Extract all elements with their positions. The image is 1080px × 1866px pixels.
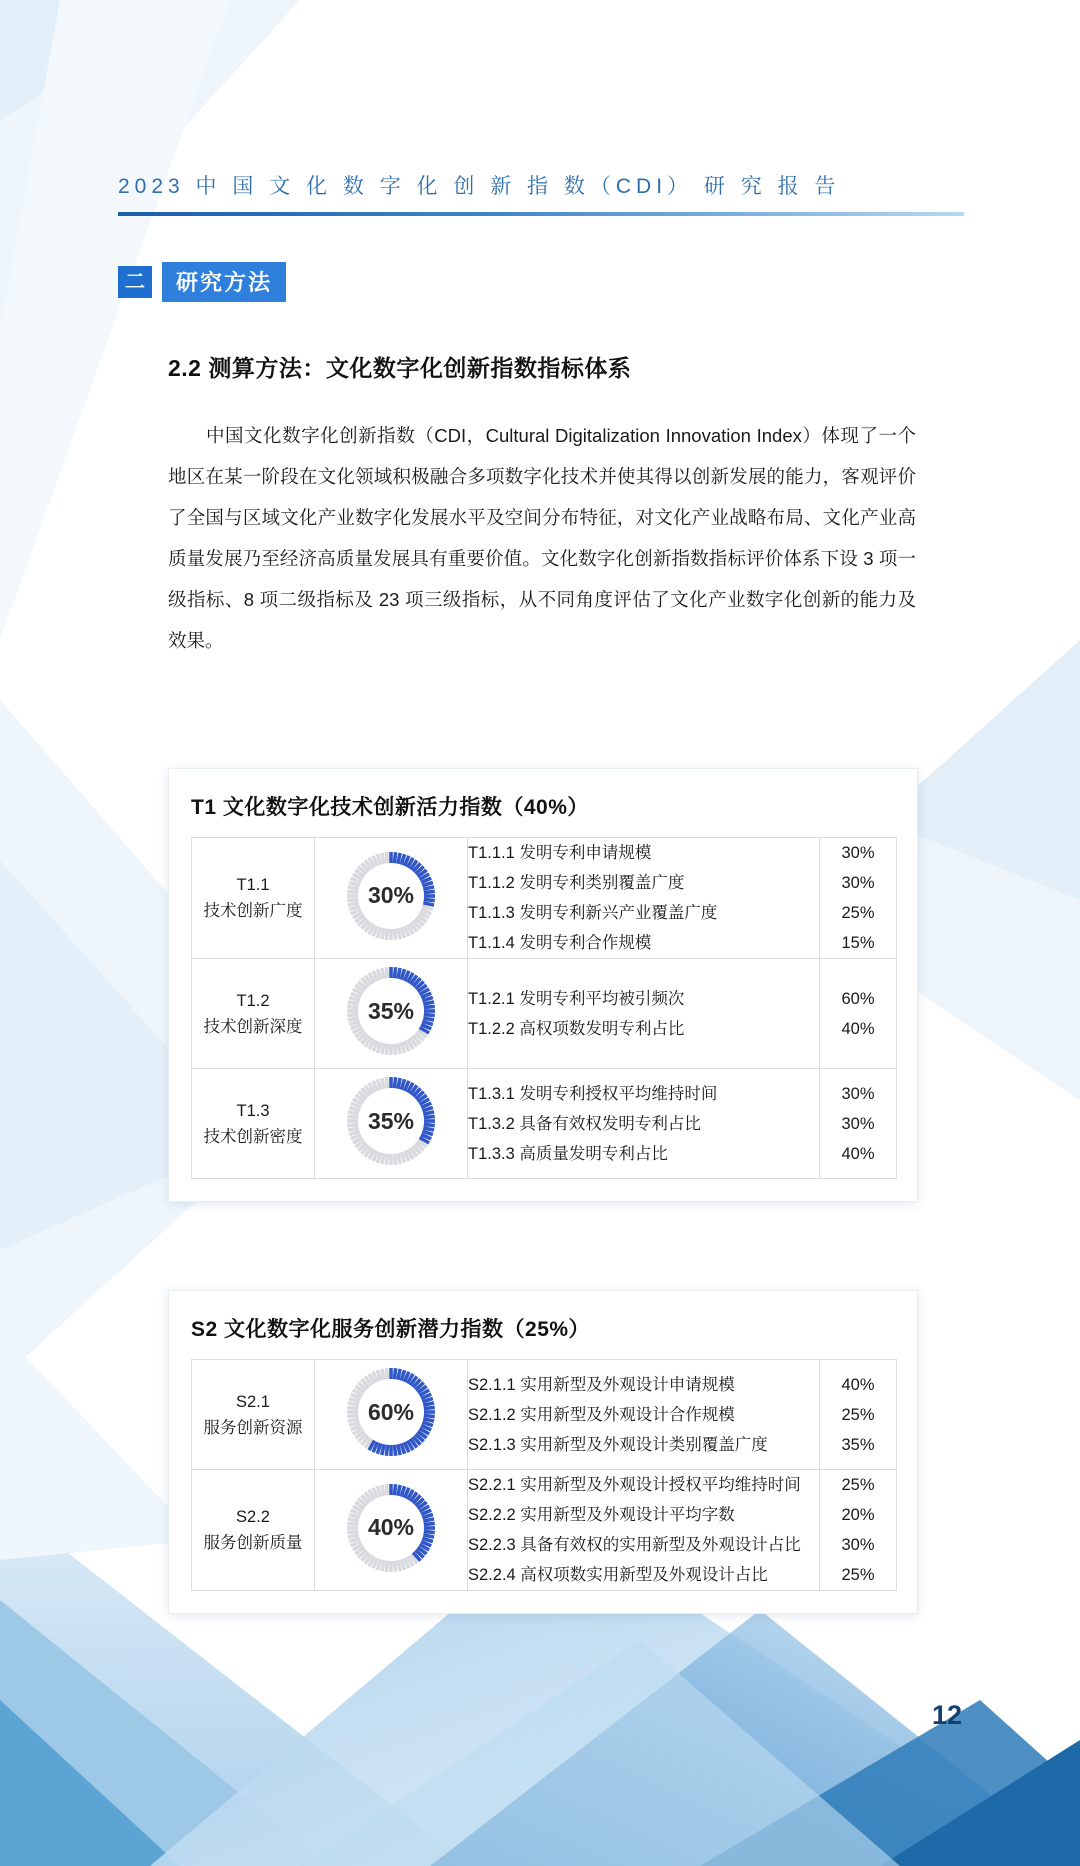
- chapter-number: 二: [118, 266, 152, 298]
- weight-donut-cell: [315, 1069, 468, 1179]
- sub-indicator-weights: [820, 1470, 897, 1591]
- weight-value: 30%: [841, 1084, 875, 1103]
- sub-indicator-weights: [820, 838, 897, 959]
- table-row: [192, 1069, 897, 1179]
- chapter-title: 研究方法: [162, 262, 286, 302]
- table-row: [192, 838, 897, 959]
- section-subheading: 2.2 测算方法：文化数字化创新指数指标体系: [168, 355, 632, 381]
- sub-indicator-weights: [820, 1360, 897, 1470]
- indicator-code: T1.2: [236, 991, 270, 1010]
- donut-chart: [339, 1360, 443, 1464]
- index-card: [168, 1290, 918, 1614]
- sub-indicator-list: [468, 1360, 820, 1470]
- indicator-name-cell: [192, 1069, 315, 1179]
- weight-donut-cell: [315, 959, 468, 1069]
- sub-indicator-item: T1.3.3 高质量发明专利占比: [468, 1144, 668, 1163]
- donut-value-label: 40%: [367, 1514, 415, 1540]
- index-table: [191, 837, 897, 1179]
- donut-chart: [339, 844, 443, 948]
- index-card-title: S2 文化数字化服务创新潜力指数（25%）: [191, 1318, 591, 1341]
- weight-value: 60%: [841, 989, 875, 1008]
- weight-value: 35%: [841, 1435, 875, 1454]
- indicator-name-cell: [192, 959, 315, 1069]
- sub-indicator-item: S2.2.3 具备有效权的实用新型及外观设计占比: [468, 1536, 801, 1554]
- indicator-label: 服务创新资源: [203, 1418, 303, 1437]
- weight-value: 25%: [841, 904, 875, 922]
- table-row: [192, 959, 897, 1069]
- chapter-heading: [118, 262, 286, 302]
- sub-indicator-item: T1.1.1 发明专利申请规模: [468, 844, 652, 862]
- sub-indicator-weights: [820, 959, 897, 1069]
- weight-value: 30%: [841, 874, 875, 892]
- index-table: [191, 1359, 897, 1591]
- indicator-name-cell: [192, 838, 315, 959]
- sub-indicator-item: T1.2.2 高权项数发明专利占比: [468, 1019, 685, 1038]
- sub-indicator-list: [468, 1069, 820, 1179]
- sub-indicator-item: S2.1.1 实用新型及外观设计申请规模: [468, 1375, 735, 1394]
- weight-value: 25%: [841, 1566, 875, 1584]
- indicator-label: 服务创新质量: [203, 1534, 303, 1552]
- indicator-label: 技术创新密度: [203, 1127, 303, 1146]
- header-divider: [118, 212, 964, 216]
- sub-indicator-list: [468, 959, 820, 1069]
- weight-value: 40%: [841, 1144, 875, 1163]
- weight-donut-cell: [315, 1470, 468, 1591]
- sub-indicator-list: [468, 838, 820, 959]
- weight-value: 40%: [841, 1375, 875, 1394]
- sub-indicator-item: S2.2.4 高权项数实用新型及外观设计占比: [468, 1566, 768, 1584]
- weight-value: 30%: [841, 844, 875, 862]
- donut-chart: [339, 959, 443, 1063]
- indicator-code: T1.1: [236, 876, 270, 894]
- header-title: 2023 中 国 文 化 数 字 化 创 新 指 数（CDI） 研 究 报 告: [118, 175, 841, 198]
- sub-indicator-item: S2.1.2 实用新型及外观设计合作规模: [468, 1405, 735, 1424]
- sub-indicator-list: [468, 1470, 820, 1591]
- sub-indicator-item: T1.1.2 发明专利类别覆盖广度: [468, 874, 685, 892]
- sub-indicator-item: T1.1.3 发明专利新兴产业覆盖广度: [468, 904, 718, 922]
- weight-value: 25%: [841, 1405, 875, 1424]
- indicator-code: S2.1: [236, 1392, 270, 1411]
- sub-indicator-weights: [820, 1069, 897, 1179]
- page-number: 12: [931, 1700, 962, 1730]
- sub-indicator-item: S2.2.2 实用新型及外观设计平均字数: [468, 1506, 735, 1524]
- sub-indicator-item: T1.3.2 具备有效权发明专利占比: [468, 1114, 701, 1133]
- indicator-name-cell: [192, 1470, 315, 1591]
- table-row: [192, 1360, 897, 1470]
- donut-value-label: 60%: [367, 1398, 415, 1425]
- weight-value: 25%: [841, 1476, 875, 1494]
- donut-value-label: 35%: [367, 1107, 415, 1134]
- indicator-name-cell: [192, 1360, 315, 1470]
- weight-donut-cell: [315, 1360, 468, 1470]
- donut-chart: [339, 1069, 443, 1173]
- sub-indicator-item: T1.1.4 发明专利合作规模: [468, 934, 652, 952]
- table-row: [192, 1470, 897, 1591]
- weight-value: 20%: [841, 1506, 875, 1524]
- weight-value: 15%: [841, 934, 875, 952]
- indicator-code: T1.3: [236, 1101, 270, 1120]
- index-card: [168, 768, 918, 1202]
- donut-chart: [339, 1476, 443, 1580]
- body-paragraph: 中国文化数字化创新指数（CDI，Cultural Digitalization Innovation Index）体现了一个地区在某一阶段在文化领域积极融合多项数字化技术并使其得以创新发展的能力，客观评价了全国与区域文化产业数字化发展水平及空间分布特征，对文化产业战略布局、文化产业高质量发展乃至经济高质量发展具有重要价值。文化数字化创新指数指标评价体系下设 3 项一级指标、8 项二级指标及 23 项三级指标，从不同角度评估了文化产业数字化创新的能力及效果。: [168, 425, 916, 651]
- weight-donut-cell: [315, 838, 468, 959]
- weight-value: 30%: [841, 1536, 875, 1554]
- sub-indicator-item: S2.1.3 实用新型及外观设计类别覆盖广度: [468, 1435, 768, 1454]
- index-card-title: T1 文化数字化技术创新活力指数（40%）: [191, 796, 589, 819]
- weight-value: 40%: [841, 1019, 875, 1038]
- indicator-code: S2.2: [236, 1508, 270, 1526]
- sub-indicator-item: T1.2.1 发明专利平均被引频次: [468, 989, 685, 1008]
- donut-value-label: 30%: [367, 882, 415, 908]
- sub-indicator-item: S2.2.1 实用新型及外观设计授权平均维持时间: [468, 1476, 801, 1494]
- sub-indicator-item: T1.3.1 发明专利授权平均维持时间: [468, 1084, 718, 1103]
- document-header: [118, 170, 964, 216]
- indicator-label: 技术创新深度: [203, 1017, 303, 1036]
- weight-value: 30%: [841, 1114, 875, 1133]
- indicator-label: 技术创新广度: [203, 902, 303, 920]
- donut-value-label: 35%: [367, 997, 415, 1024]
